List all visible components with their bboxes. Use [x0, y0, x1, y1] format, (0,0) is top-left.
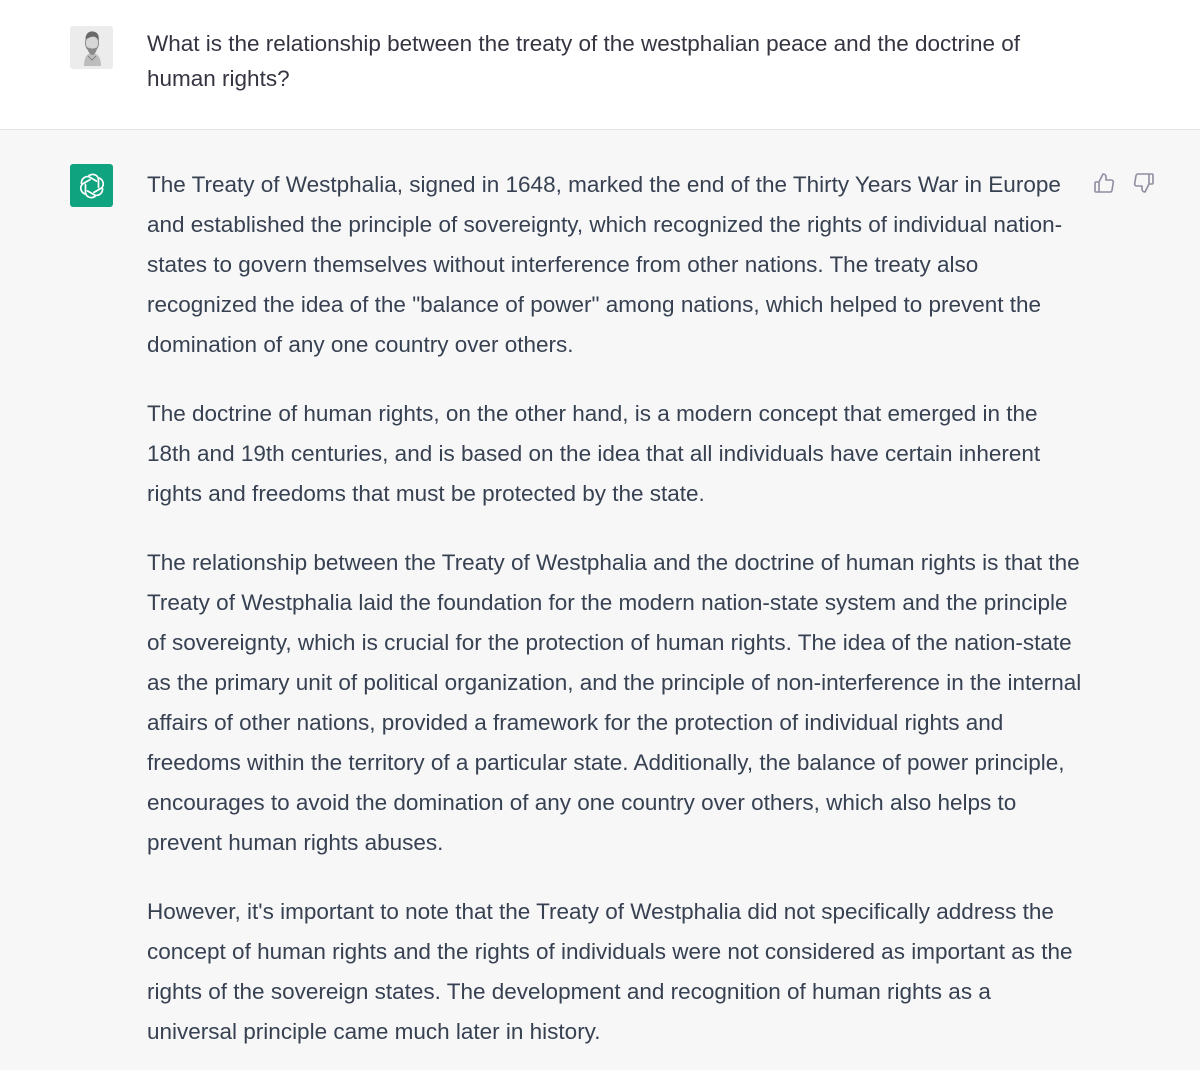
openai-logo-icon — [77, 171, 107, 201]
user-message-row — [0, 0, 1200, 130]
thumbs-down-icon — [1132, 171, 1156, 195]
assistant-paragraph-4: However, it's important to note that the Treaty of Westphalia did not specifically address the concept of human rights and the rights of individuals were not considered as important as the rights of the sovereign states. The development and recognition of human rights as a universal principle came much later in history. — [147, 899, 1073, 1044]
thumbs-down-button[interactable] — [1129, 168, 1159, 198]
thumbs-up-icon — [1092, 171, 1116, 195]
assistant-paragraph-3: The relationship between the Treaty of Westphalia and the doctrine of human rights is that the Treaty of Westphalia laid the foundation for the modern nation-state system and the principle of sovereignty, which is crucial for the protection of human rights. The idea of the nation-state as the primary unit of political organization, and the principle of non-interference in the internal affairs of other nations, provided a framework for the protection of individual rights and freedoms within the territory of a particular state. Additionally, the balance of power principle, encourages to avoid the domination of any one country over others, which also helps to prevent human rights abuses. — [147, 550, 1082, 855]
thumbs-up-button[interactable] — [1089, 168, 1119, 198]
assistant-avatar — [70, 164, 113, 207]
user-avatar — [70, 26, 113, 69]
user-portrait-icon — [70, 26, 113, 69]
user-message-text: What is the relationship between the treaty of the westphalian peace and the doctrine of human rights? — [147, 31, 1021, 91]
assistant-paragraph-2: The doctrine of human rights, on the other hand, is a modern concept that emerged in the 18th and 19th centuries, and is based on the idea that all individuals have certain inherent rights and freedoms that must be protected by the state. — [147, 401, 1041, 506]
assistant-paragraph-1: The Treaty of Westphalia, signed in 1648, marked the end of the Thirty Years War in Europe and established the principle of sovereignty, which recognized the rights of individual nation-states to govern themselves without interference from other nations. The treaty also recognized the idea of the "balance of power" among nations, which helped to prevent the domination of any one country over others. — [147, 172, 1063, 357]
assistant-message-row — [0, 130, 1200, 1070]
assistant-message-text — [147, 165, 1082, 1081]
